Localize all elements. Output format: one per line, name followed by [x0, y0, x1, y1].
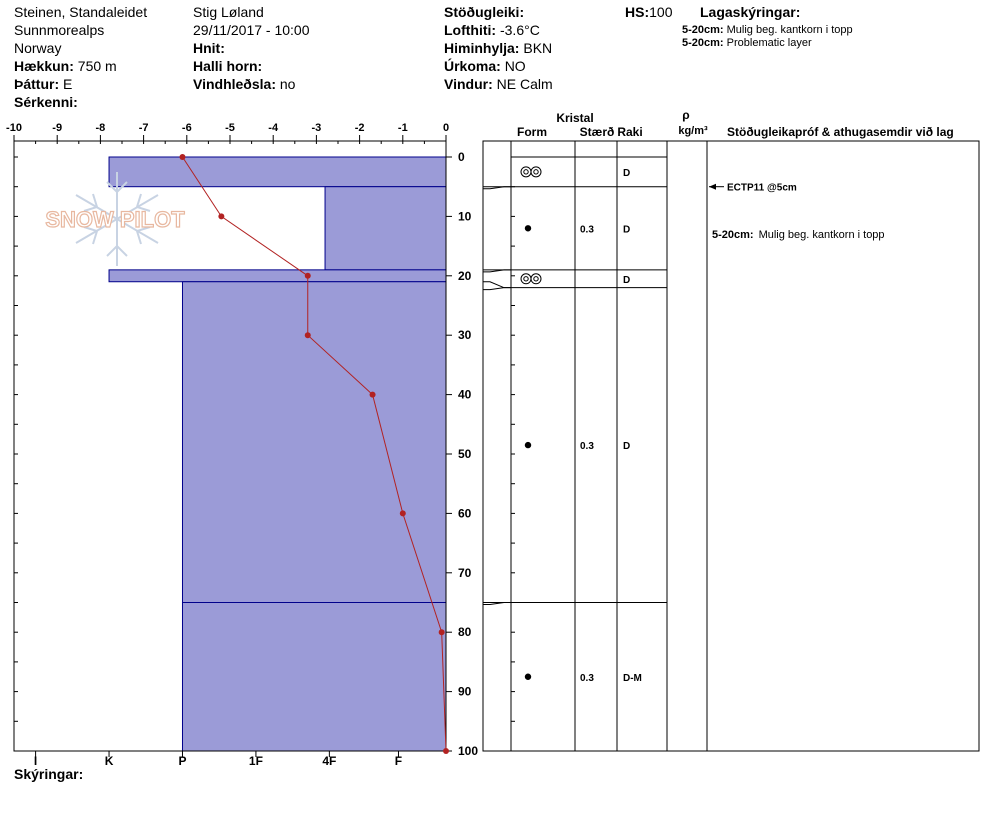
depth-connector — [483, 282, 511, 288]
hardness-layer-1 — [325, 187, 446, 270]
fragment-inner-ring — [524, 170, 528, 174]
layer-size: 0.3 — [580, 672, 594, 684]
aspect-value: E — [63, 76, 73, 92]
layer-moisture: D-M — [623, 672, 642, 684]
elevation-label: Hækkun: — [14, 58, 74, 74]
wind-label: Vindur: — [444, 76, 493, 92]
layer-moisture: D — [623, 441, 631, 453]
hardness-layer-3 — [182, 282, 446, 603]
temp-tick-label: -5 — [225, 122, 235, 134]
layer-comment-text: Mulig beg. kantkorn i topp — [758, 229, 885, 242]
hardness-tick-label: K — [104, 754, 114, 768]
arrow-head-icon — [709, 184, 716, 190]
depth-tick-label: 60 — [458, 506, 472, 521]
fragment-outer-ring — [521, 274, 531, 284]
temp-tick-label: -1 — [397, 122, 408, 134]
logo-text: SNOW PILOT — [45, 207, 185, 232]
elevation-value: 750 m — [77, 58, 117, 74]
header-density-symbol: ρ — [682, 108, 690, 122]
rounded-grain-icon — [525, 225, 531, 231]
temperature-point — [443, 748, 449, 754]
layer-size: 0.3 — [580, 224, 594, 236]
depth-tick-label: 20 — [458, 268, 472, 283]
rounded-grain-icon — [525, 442, 531, 448]
temp-tick-label: -3 — [311, 122, 322, 134]
decomposing-fragment-icon — [521, 274, 541, 284]
header-size: Stærð — [579, 125, 615, 139]
air-temp-value: -3.6°C — [499, 22, 540, 38]
sky-value: BKN — [523, 40, 553, 56]
country: Norway — [14, 40, 62, 56]
stability-test-label: ECTP11 @5cm — [727, 182, 797, 194]
temp-tick-label: -4 — [268, 122, 279, 134]
fragment-inner-ring — [534, 277, 538, 281]
hs-label: HS: — [625, 4, 650, 20]
temp-tick-label: 0 — [442, 122, 450, 134]
header-stability: Stöðugleikapróf & athugasemdir við lag — [727, 125, 954, 139]
header-density-unit: kg/m³ — [678, 125, 708, 137]
datetime: 29/11/2017 - 10:00 — [193, 22, 310, 38]
layer-note-1-range: 5-20cm: — [682, 24, 724, 36]
hardness-tick-label: P — [178, 754, 187, 768]
hardness-tick-label: I — [33, 754, 38, 768]
temperature-point — [305, 273, 311, 279]
depth-tick-label: 90 — [458, 684, 472, 699]
temp-tick-label: -9 — [52, 122, 63, 134]
depth-tick-label: 80 — [458, 625, 472, 640]
depth-tick-label: 100 — [458, 744, 479, 758]
fragment-inner-ring — [524, 277, 528, 281]
specifics-label: Sérkenni: — [14, 94, 78, 110]
depth-tick-label: 50 — [458, 447, 472, 461]
layer-table — [483, 108, 979, 751]
wind-loading-label: Vindhleðsla: — [193, 76, 276, 92]
notes-label: Skýringar: — [14, 766, 84, 782]
temp-tick-label: -2 — [354, 122, 365, 134]
sky-label: Himinhylja: — [444, 40, 520, 56]
temp-tick-label: -6 — [181, 122, 192, 134]
decomposing-fragment-icon — [521, 167, 541, 177]
layer-comment — [712, 229, 885, 241]
air-temp-label: Lofthiti: — [444, 22, 497, 38]
stability-label: Stöðugleiki: — [444, 4, 525, 20]
slope-label: Halli horn: — [193, 58, 263, 74]
fragment-outer-ring — [521, 167, 531, 177]
location: Steinen, Standaleidet — [14, 4, 148, 20]
depth-tick-label: 30 — [458, 328, 472, 343]
layer-moisture: D — [623, 224, 631, 236]
rounded-grain-icon — [525, 674, 531, 680]
temperature-point — [305, 332, 311, 338]
precip-label: Úrkoma: — [444, 58, 501, 74]
temperature-point — [179, 154, 185, 160]
hardness-tick-label: 1F — [248, 754, 263, 768]
hardness-layer-0 — [109, 157, 446, 187]
depth-tick-label: 70 — [458, 565, 472, 580]
observer: Stig Løland — [193, 4, 264, 20]
depth-tick-label: 40 — [458, 387, 472, 402]
fragment-inner-ring — [534, 170, 538, 174]
hardness-tick-label: 4F — [322, 754, 337, 768]
depth-tick-label: 10 — [458, 209, 472, 224]
header-form: Form — [517, 125, 547, 139]
depth-connector — [483, 288, 511, 290]
temp-tick-label: -7 — [138, 122, 149, 134]
temp-tick-label: -8 — [95, 122, 106, 134]
hardness-layers — [109, 157, 446, 751]
precip-value: NO — [504, 58, 526, 74]
layer-note-2-text: Problematic layer — [726, 37, 812, 49]
fragment-outer-ring — [531, 167, 541, 177]
hardness-layer-4 — [182, 603, 446, 752]
header-moisture: Raki — [617, 125, 643, 139]
layer-moisture: D — [623, 274, 631, 286]
temp-tick-label: -10 — [6, 122, 22, 134]
layer-note-2-range: 5-20cm: — [682, 37, 724, 49]
layer-moisture: D — [623, 167, 631, 179]
region: Sunnmorealps — [14, 22, 105, 38]
header-crystal: Kristal — [556, 111, 594, 125]
hardness-layer-2 — [109, 270, 446, 282]
hardness-tick-label: F — [394, 754, 403, 768]
aspect-label: Þáttur: — [14, 76, 60, 92]
temperature-point — [439, 629, 445, 635]
temperature-point — [400, 510, 406, 516]
layer-notes-title: Lagaskýringar: — [700, 4, 801, 20]
fragment-outer-ring — [531, 274, 541, 284]
depth-tick-label: 0 — [458, 150, 465, 164]
layer-comment-range: 5-20cm: — [712, 229, 754, 242]
temperature-point — [370, 392, 376, 398]
wind-loading-value: no — [279, 76, 296, 92]
layer-note-1-text: Mulig beg. kantkorn i topp — [726, 24, 853, 36]
temperature-point — [218, 213, 224, 219]
layer-size: 0.3 — [580, 441, 594, 453]
hs-value: 100 — [649, 4, 673, 20]
wind-value: NE Calm — [496, 76, 553, 92]
coords-label: Hnit: — [193, 40, 225, 56]
